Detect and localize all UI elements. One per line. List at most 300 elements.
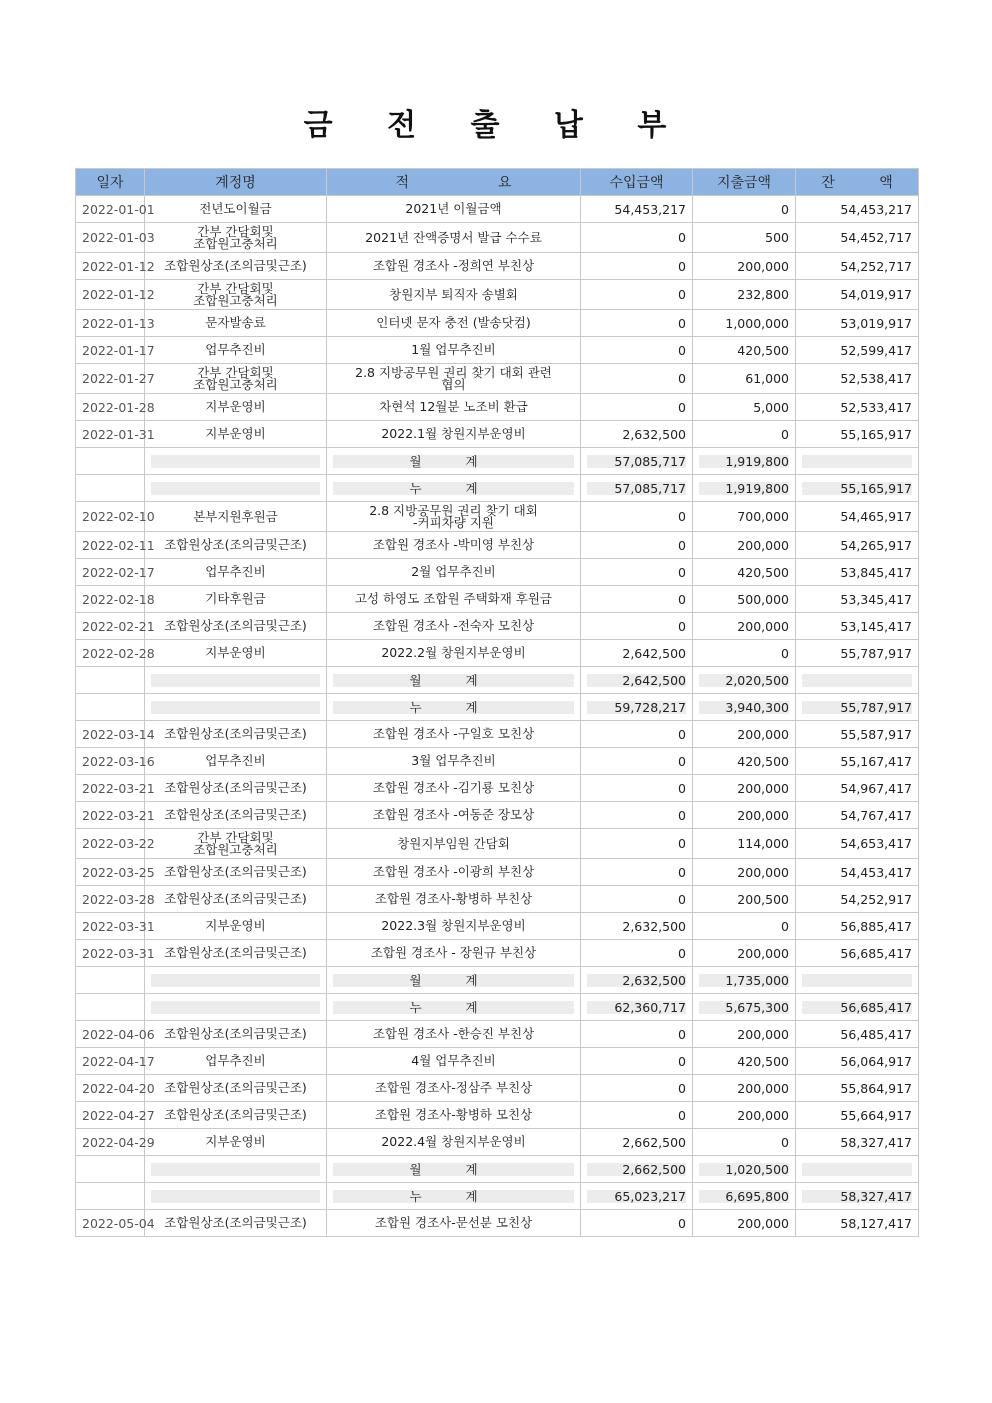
subtotal-expense: 6,695,800: [699, 1190, 789, 1203]
subtotal-label: 누 계: [333, 482, 574, 495]
cell-balance: [796, 1156, 919, 1183]
cell-balance: 54,465,917: [796, 502, 919, 532]
table-row: [76, 748, 919, 775]
account-text: 조합원상조(조의금및근조): [164, 537, 307, 552]
subtotal-balance: [802, 674, 912, 687]
subtotal-balance: 55,787,917: [802, 701, 912, 714]
memo-text: 2월 업무추진비: [411, 564, 496, 579]
account-text: 업무추진비: [205, 1053, 266, 1068]
memo-text: 2021년 이월금액: [405, 201, 502, 216]
cell-balance: 54,252,717: [796, 253, 919, 280]
cumulative-total-row: [76, 694, 919, 721]
cell-account: [145, 694, 327, 721]
cell-expense: [693, 1183, 796, 1210]
cell-expense: 0: [693, 421, 796, 448]
cell-expense: 200,000: [693, 613, 796, 640]
subtotal-label: 월 계: [333, 974, 574, 987]
cell-balance: 54,453,417: [796, 859, 919, 886]
cell-memo: [327, 1210, 581, 1237]
memo-text: 조합원 경조사 -구일호 모친상: [372, 726, 535, 741]
shaded-blank: [151, 482, 320, 495]
cell-income: 0: [581, 721, 693, 748]
memo-text: 4월 업무추진비: [411, 1053, 496, 1068]
cell-memo: [327, 421, 581, 448]
cell-memo: [327, 829, 581, 859]
table-row: [76, 310, 919, 337]
cell-balance: 54,452,717: [796, 223, 919, 253]
cell-memo: [327, 994, 581, 1021]
subtotal-label: 누 계: [333, 701, 574, 714]
table-row: [76, 1210, 919, 1237]
cell-account: [145, 994, 327, 1021]
subtotal-expense: 3,940,300: [699, 701, 789, 714]
cell-account: [145, 802, 327, 829]
cell-balance: 54,252,917: [796, 886, 919, 913]
account-text: 조합원상조(조의금및근조): [164, 945, 307, 960]
cell-date: 2022-01-27: [76, 364, 145, 394]
cumulative-total-row: [76, 475, 919, 502]
cell-income: [581, 967, 693, 994]
account-text: 간부 간담회및 조합원고충처리: [193, 364, 278, 392]
cell-date: 2022-05-04: [76, 1210, 145, 1237]
account-text: 조합원상조(조의금및근조): [164, 891, 307, 906]
cell-income: 0: [581, 859, 693, 886]
cell-balance: 55,165,917: [796, 421, 919, 448]
table-row: [76, 775, 919, 802]
cell-income: 0: [581, 502, 693, 532]
subtotal-income: 65,023,217: [587, 1190, 686, 1203]
memo-text: 조합원 경조사-황병하 모친상: [374, 1107, 533, 1122]
cell-account: [145, 967, 327, 994]
cell-date: [76, 1156, 145, 1183]
cell-expense: 1,000,000: [693, 310, 796, 337]
cell-balance: 55,864,917: [796, 1075, 919, 1102]
cell-memo: [327, 859, 581, 886]
account-text: 조합원상조(조의금및근조): [164, 864, 307, 879]
subtotal-balance: [802, 974, 912, 987]
subtotal-label: 누 계: [333, 1190, 574, 1203]
cell-balance: 53,145,417: [796, 613, 919, 640]
header-row: [76, 169, 919, 196]
cell-memo: [327, 1102, 581, 1129]
table-row: [76, 1048, 919, 1075]
cell-account: [145, 640, 327, 667]
cell-memo: [327, 253, 581, 280]
memo-text: 2.8 지방공무원 권리 찾기 대회 -커피차량 지원: [369, 502, 538, 530]
cell-balance: 52,538,417: [796, 364, 919, 394]
cell-expense: [693, 694, 796, 721]
table-row: [76, 532, 919, 559]
cell-income: 0: [581, 1048, 693, 1075]
cell-balance: 53,019,917: [796, 310, 919, 337]
table-row: [76, 586, 919, 613]
cell-income: 0: [581, 829, 693, 859]
cell-account: [145, 775, 327, 802]
cell-account: [145, 337, 327, 364]
cell-balance: [796, 475, 919, 502]
table-row: [76, 1102, 919, 1129]
memo-text: 조합원 경조사-문선분 모친상: [374, 1215, 533, 1230]
cell-date: 2022-04-17: [76, 1048, 145, 1075]
cell-memo: [327, 775, 581, 802]
cell-expense: [693, 1156, 796, 1183]
cell-balance: [796, 667, 919, 694]
account-text: 지부운영비: [205, 426, 266, 441]
cell-date: 2022-03-16: [76, 748, 145, 775]
account-text: 조합원상조(조의금및근조): [164, 807, 307, 822]
cell-income: 0: [581, 940, 693, 967]
cell-account: [145, 196, 327, 223]
memo-text: 2.8 지방공무원 권리 찾기 대회 관련 협의: [355, 364, 552, 392]
cell-income: [581, 694, 693, 721]
cell-date: 2022-03-31: [76, 940, 145, 967]
subtotal-expense: 2,020,500: [699, 674, 789, 687]
subtotal-expense: 1,919,800: [699, 455, 789, 468]
table-row: [76, 421, 919, 448]
cell-balance: 58,327,417: [796, 1129, 919, 1156]
cell-expense: 200,000: [693, 253, 796, 280]
shaded-blank: [151, 701, 320, 714]
cell-balance: 55,787,917: [796, 640, 919, 667]
cell-income: 2,632,500: [581, 421, 693, 448]
account-text: 조합원상조(조의금및근조): [164, 1026, 307, 1041]
cell-income: 0: [581, 310, 693, 337]
subtotal-expense: 5,675,300: [699, 1001, 789, 1014]
cell-account: [145, 559, 327, 586]
cell-date: 2022-04-27: [76, 1102, 145, 1129]
cell-income: 0: [581, 748, 693, 775]
cell-date: 2022-04-20: [76, 1075, 145, 1102]
cell-memo: [327, 1075, 581, 1102]
subtotal-balance: [802, 1163, 912, 1176]
cumulative-total-row: [76, 994, 919, 1021]
memo-text: 조합원 경조사 -이광희 부친상: [372, 864, 535, 879]
cell-account: [145, 913, 327, 940]
cell-memo: [327, 802, 581, 829]
cell-memo: [327, 364, 581, 394]
memo-text: 2022.2월 창원지부운영비: [381, 645, 526, 660]
memo-text: 조합원 경조사 -여동준 장모상: [372, 807, 535, 822]
cell-date: 2022-01-12: [76, 253, 145, 280]
shaded-blank: [151, 455, 320, 468]
account-text: 조합원상조(조의금및근조): [164, 780, 307, 795]
cell-memo: [327, 394, 581, 421]
ledger-table: [75, 168, 919, 1237]
cell-balance: 52,533,417: [796, 394, 919, 421]
cell-memo: [327, 613, 581, 640]
memo-text: 2022.1월 창원지부운영비: [381, 426, 526, 441]
cell-memo: [327, 223, 581, 253]
table-row: [76, 394, 919, 421]
subtotal-expense: 1,919,800: [699, 482, 789, 495]
cell-expense: 200,000: [693, 1075, 796, 1102]
cell-expense: 0: [693, 640, 796, 667]
cell-income: 0: [581, 532, 693, 559]
cell-memo: [327, 532, 581, 559]
cell-income: 0: [581, 253, 693, 280]
table-row: [76, 859, 919, 886]
cell-income: 2,642,500: [581, 640, 693, 667]
cell-memo: [327, 196, 581, 223]
cell-balance: 55,664,917: [796, 1102, 919, 1129]
memo-text: 조합원 경조사-황병하 부친상: [374, 891, 533, 906]
cell-balance: 55,587,917: [796, 721, 919, 748]
cell-income: 0: [581, 1102, 693, 1129]
memo-text: 1월 업무추진비: [411, 342, 496, 357]
cell-date: 2022-02-11: [76, 532, 145, 559]
page-title: 금 전 출 납 부: [303, 108, 689, 143]
cell-expense: 200,500: [693, 886, 796, 913]
subtotal-income: 62,360,717: [587, 1001, 686, 1014]
account-text: 기타후원금: [205, 591, 266, 606]
cell-account: [145, 1021, 327, 1048]
account-text: 간부 간담회및 조합원고충처리: [193, 223, 278, 251]
cell-expense: 500: [693, 223, 796, 253]
subtotal-label: 월 계: [333, 455, 574, 468]
monthly-total-row: [76, 667, 919, 694]
table-row: [76, 640, 919, 667]
cell-income: [581, 448, 693, 475]
cell-account: [145, 586, 327, 613]
cell-account: [145, 1075, 327, 1102]
cell-memo: [327, 559, 581, 586]
cell-balance: 54,967,417: [796, 775, 919, 802]
cell-expense: [693, 475, 796, 502]
cell-expense: 700,000: [693, 502, 796, 532]
account-text: 지부운영비: [205, 399, 266, 414]
cell-memo: [327, 913, 581, 940]
subtotal-income: 2,662,500: [587, 1163, 686, 1176]
cell-date: 2022-03-21: [76, 802, 145, 829]
account-text: 간부 간담회및 조합원고충처리: [193, 280, 278, 308]
memo-text: 2021년 잔액증명서 발급 수수료: [365, 229, 542, 245]
cell-date: 2022-02-17: [76, 559, 145, 586]
cell-memo: [327, 475, 581, 502]
cell-account: [145, 1156, 327, 1183]
table-row: [76, 223, 919, 253]
subtotal-income: 2,632,500: [587, 974, 686, 987]
cell-date: 2022-01-13: [76, 310, 145, 337]
cell-date: 2022-04-29: [76, 1129, 145, 1156]
cell-income: 0: [581, 775, 693, 802]
header-balance: 잔 액: [796, 169, 919, 196]
account-text: 전년도이월금: [199, 201, 272, 216]
cell-memo: [327, 586, 581, 613]
cell-income: 0: [581, 337, 693, 364]
memo-text: 조합원 경조사 - 장원규 부친상: [370, 945, 537, 960]
cell-income: [581, 1156, 693, 1183]
account-text: 조합원상조(조의금및근조): [164, 1107, 307, 1122]
cell-income: [581, 475, 693, 502]
cell-expense: 420,500: [693, 337, 796, 364]
cell-income: 0: [581, 559, 693, 586]
cell-memo: [327, 721, 581, 748]
shaded-blank: [151, 674, 320, 687]
cell-expense: 200,000: [693, 721, 796, 748]
cell-balance: 56,685,417: [796, 940, 919, 967]
cell-account: [145, 502, 327, 532]
memo-text: 조합원 경조사 -김기룡 모친상: [372, 780, 535, 795]
cell-expense: 500,000: [693, 586, 796, 613]
cell-date: [76, 694, 145, 721]
cell-balance: 55,167,417: [796, 748, 919, 775]
cell-expense: 200,000: [693, 859, 796, 886]
subtotal-balance: 58,327,417: [802, 1190, 912, 1203]
cell-income: 54,453,217: [581, 196, 693, 223]
cell-account: [145, 1183, 327, 1210]
memo-text: 2022.3월 창원지부운영비: [381, 918, 526, 933]
table-row: [76, 829, 919, 859]
cell-expense: 420,500: [693, 559, 796, 586]
cell-expense: [693, 448, 796, 475]
cell-balance: [796, 967, 919, 994]
memo-text: 조합원 경조사 -정희연 부친상: [372, 258, 535, 273]
cell-date: [76, 475, 145, 502]
table-row: [76, 940, 919, 967]
account-text: 조합원상조(조의금및근조): [164, 726, 307, 741]
cell-expense: 200,000: [693, 1021, 796, 1048]
account-text: 조합원상조(조의금및근조): [164, 258, 307, 273]
cell-account: [145, 940, 327, 967]
account-text: 업무추진비: [205, 564, 266, 579]
cell-income: 0: [581, 613, 693, 640]
cell-memo: [327, 310, 581, 337]
account-text: 조합원상조(조의금및근조): [164, 1215, 307, 1230]
subtotal-label: 누 계: [333, 1001, 574, 1014]
table-row: [76, 802, 919, 829]
shaded-blank: [151, 1190, 320, 1203]
memo-text: 조합원 경조사 -전숙자 모친상: [372, 618, 535, 633]
account-text: 본부지원후원금: [193, 508, 278, 524]
cell-expense: 232,800: [693, 280, 796, 310]
memo-text: 인터넷 문자 충전 (발송닷컴): [376, 315, 531, 330]
cell-date: 2022-02-21: [76, 613, 145, 640]
cell-account: [145, 667, 327, 694]
table-row: [76, 1129, 919, 1156]
cell-expense: [693, 967, 796, 994]
cell-date: 2022-03-31: [76, 913, 145, 940]
shaded-blank: [151, 974, 320, 987]
cell-date: 2022-03-21: [76, 775, 145, 802]
memo-text: 창원지부임원 간담회: [397, 835, 510, 851]
table-row: [76, 613, 919, 640]
table-row: [76, 1075, 919, 1102]
memo-text: 조합원 경조사-정삼주 부친상: [374, 1080, 533, 1095]
account-text: 간부 간담회및 조합원고충처리: [193, 829, 278, 857]
subtotal-label: 월 계: [333, 1163, 574, 1176]
cell-balance: 53,845,417: [796, 559, 919, 586]
cell-income: 2,662,500: [581, 1129, 693, 1156]
table-row: [76, 502, 919, 532]
cell-balance: 58,127,417: [796, 1210, 919, 1237]
cell-memo: [327, 886, 581, 913]
cell-memo: [327, 940, 581, 967]
cell-expense: 200,000: [693, 940, 796, 967]
table-row: [76, 913, 919, 940]
cumulative-total-row: [76, 1183, 919, 1210]
header-memo: 적 요: [327, 169, 581, 196]
cell-memo: [327, 337, 581, 364]
memo-text: 2022.4월 창원지부운영비: [381, 1134, 526, 1149]
cell-date: 2022-01-03: [76, 223, 145, 253]
account-text: 문자발송료: [205, 315, 266, 330]
cell-expense: 5,000: [693, 394, 796, 421]
cell-income: 0: [581, 223, 693, 253]
shaded-blank: [151, 1001, 320, 1014]
cell-memo: [327, 1183, 581, 1210]
cell-expense: [693, 667, 796, 694]
account-text: 지부운영비: [205, 918, 266, 933]
cell-memo: [327, 694, 581, 721]
cell-balance: 54,265,917: [796, 532, 919, 559]
cell-date: 2022-02-18: [76, 586, 145, 613]
cell-date: [76, 967, 145, 994]
table-row: [76, 559, 919, 586]
cell-expense: 200,000: [693, 775, 796, 802]
table-row: [76, 337, 919, 364]
cell-memo: [327, 1156, 581, 1183]
memo-text: 3월 업무추진비: [411, 753, 496, 768]
cell-balance: [796, 448, 919, 475]
cell-memo: [327, 967, 581, 994]
cell-account: [145, 223, 327, 253]
table-row: [76, 721, 919, 748]
subtotal-expense: 1,020,500: [699, 1163, 789, 1176]
cell-account: [145, 475, 327, 502]
header-expense: 지출금액: [693, 169, 796, 196]
cell-income: 0: [581, 1021, 693, 1048]
cell-memo: [327, 1048, 581, 1075]
cell-memo: [327, 502, 581, 532]
cell-balance: 52,599,417: [796, 337, 919, 364]
memo-text: 조합원 경조사 -한승진 부친상: [372, 1026, 535, 1041]
cell-account: [145, 448, 327, 475]
cell-memo: [327, 280, 581, 310]
cell-date: [76, 667, 145, 694]
cell-income: 2,632,500: [581, 913, 693, 940]
cell-date: 2022-03-28: [76, 886, 145, 913]
cell-expense: [693, 994, 796, 1021]
cell-expense: 200,000: [693, 802, 796, 829]
account-text: 업무추진비: [205, 342, 266, 357]
cell-account: [145, 859, 327, 886]
monthly-total-row: [76, 448, 919, 475]
cell-account: [145, 613, 327, 640]
account-text: 지부운영비: [205, 1134, 266, 1149]
table-row: [76, 364, 919, 394]
table-row: [76, 253, 919, 280]
cell-account: [145, 829, 327, 859]
cell-account: [145, 394, 327, 421]
cell-memo: [327, 448, 581, 475]
cell-memo: [327, 667, 581, 694]
cell-balance: [796, 1183, 919, 1210]
account-text: 지부운영비: [205, 645, 266, 660]
cell-balance: 56,485,417: [796, 1021, 919, 1048]
cell-expense: 420,500: [693, 1048, 796, 1075]
table-row: [76, 280, 919, 310]
cell-expense: 0: [693, 196, 796, 223]
cell-account: [145, 721, 327, 748]
cell-date: [76, 1183, 145, 1210]
cell-account: [145, 748, 327, 775]
cell-date: 2022-03-22: [76, 829, 145, 859]
cell-date: 2022-01-31: [76, 421, 145, 448]
cell-account: [145, 1048, 327, 1075]
table-row: [76, 196, 919, 223]
cell-memo: [327, 640, 581, 667]
subtotal-balance: 55,165,917: [802, 482, 912, 495]
